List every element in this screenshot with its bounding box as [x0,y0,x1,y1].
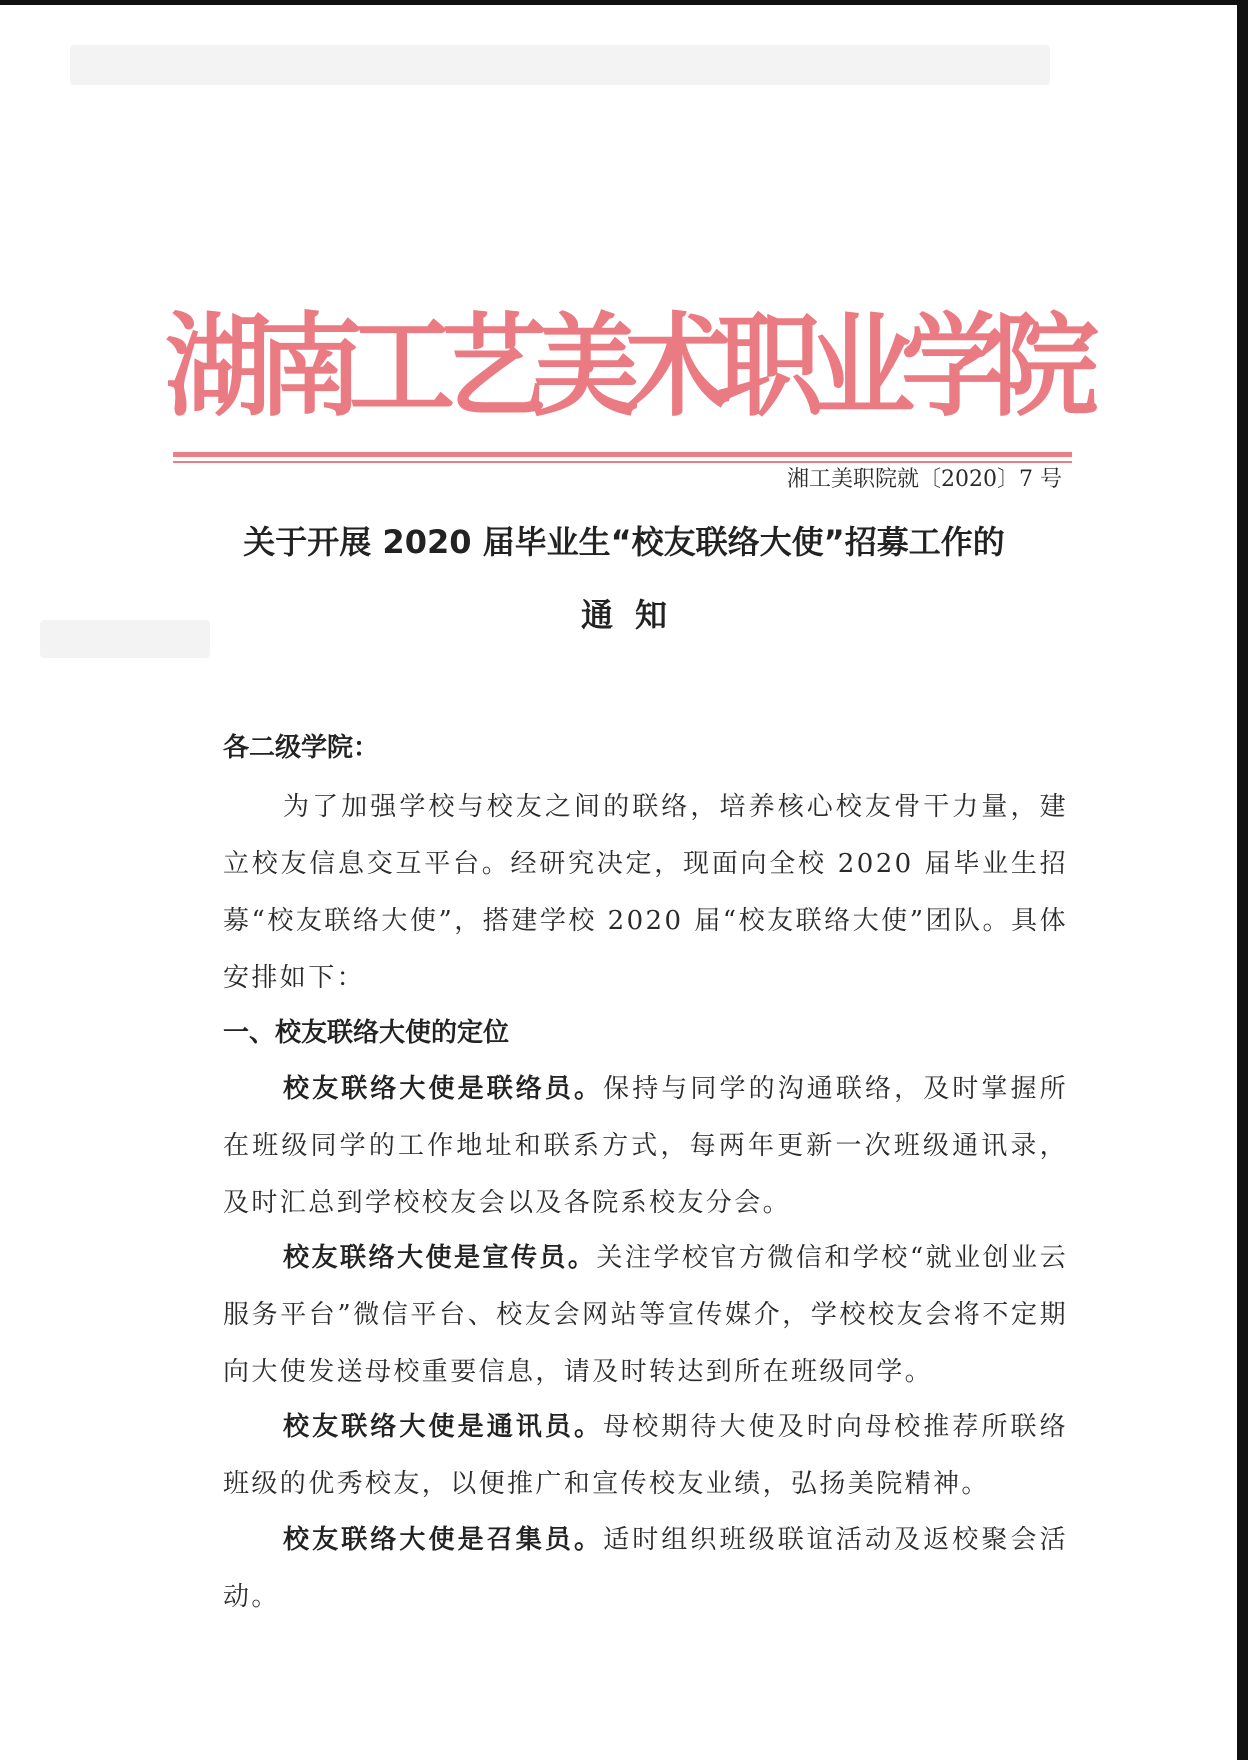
duty-text: 保持与同学的沟通联络，及时掌握所在班级同学的工作地址和联系方式，每两年更新一次班级通讯录，及时汇总到学校校友会以及各院系校友分会。 [223,1074,1069,1218]
institution-masthead: 湖南工艺美术职业学院 [165,301,1085,432]
duty-paragraph-convener [223,1512,1068,1626]
duty-text: 适时组织班级联谊活动及返校聚会活动。 [223,1525,1069,1612]
salutation: 各二级学院： [223,733,380,763]
duty-text: 关注学校官方微信和学校“就业创业云服务平台”微信平台、校友会网站等宣传媒介，学校校友会将不定期向大使发送母校重要信息，请及时转达到所在班级同学。 [223,1243,1068,1387]
notice-title: 关于开展 2020 届毕业生“校友联络大使”招募工作的 [243,523,1005,561]
duty-lead: 校友联络大使是宣传员。 [283,1243,597,1273]
duty-text: 母校期待大使及时向母校推荐所联络班级的优秀校友，以便推广和宣传校友业绩，弘扬美院精神。 [223,1412,1069,1499]
masthead-divider-thick [173,452,1072,457]
duty-lead: 校友联络大使是通讯员。 [283,1412,604,1442]
scan-edge-right [1237,0,1248,1760]
scan-smudge [70,45,1050,85]
duty-paragraph-publicity [223,1230,1068,1401]
duty-lead: 校友联络大使是召集员。 [283,1525,604,1555]
duty-lead: 校友联络大使是联络员。 [283,1074,604,1104]
notice-title-suffix: 通知 [580,596,689,634]
scan-edge-top [0,0,1248,5]
duty-paragraph-liaison [223,1061,1068,1232]
section-heading: 一、校友联络大使的定位 [223,1018,510,1048]
intro-paragraph: 为了加强学校与校友之间的联络，培养核心校友骨干力量，建立校友信息交互平台。经研究决定，现面向全校 2020 届毕业生招募“校友联络大使”，搭建学校 2020 届“校友联络大使”团队。具体安排如下： [223,792,1068,993]
duty-paragraph-correspondent [223,1399,1068,1513]
document-number: 湘工美职院就〔2020〕7 号 [787,467,1062,492]
